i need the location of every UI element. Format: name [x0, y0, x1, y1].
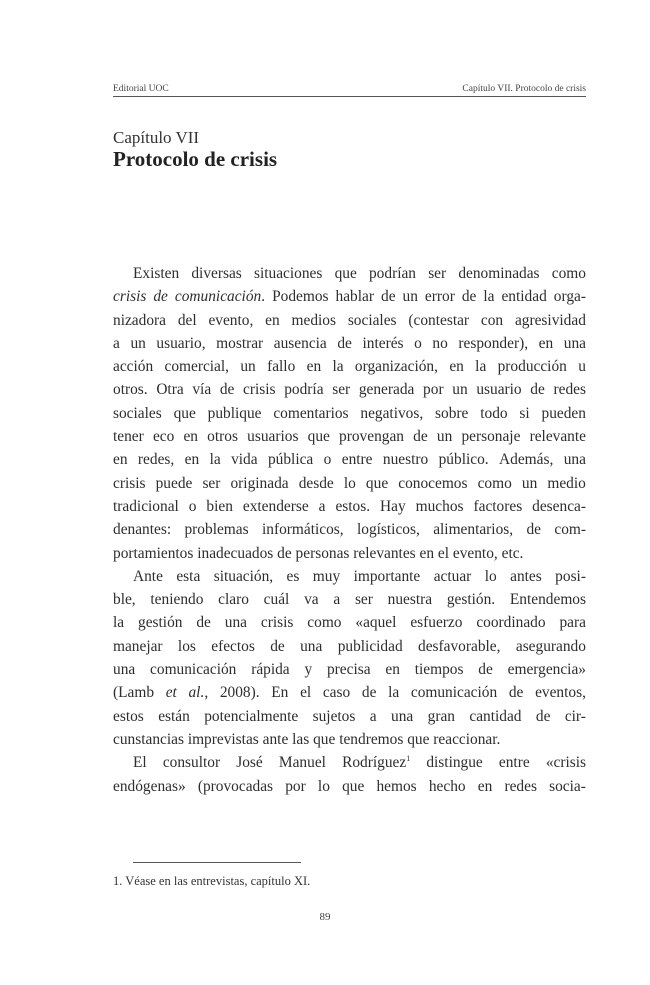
body-word: de	[196, 614, 211, 632]
body-word: crisis	[260, 614, 294, 632]
body-word: inadecuados	[197, 544, 274, 562]
body-word: gestión.	[446, 591, 496, 609]
body-word: ser	[202, 474, 221, 492]
body-word: caso	[322, 684, 351, 702]
body-word: El	[133, 754, 147, 772]
body-word: que	[313, 730, 336, 748]
body-word: relevantes	[353, 544, 416, 562]
body-word: de	[530, 381, 545, 399]
body-word: manejar	[113, 637, 163, 655]
body-word: error	[424, 288, 455, 306]
body-word: una	[563, 451, 586, 469]
body-text	[113, 262, 586, 798]
body-word: sobre	[435, 404, 469, 422]
body-line	[113, 472, 586, 495]
body-word: esfuerzo	[410, 614, 463, 632]
body-word: personaje	[461, 428, 521, 446]
body-word: crisis	[113, 288, 147, 306]
body-word: es	[286, 567, 300, 585]
body-word: tiempos	[414, 661, 464, 679]
body-word: desenca-	[532, 497, 586, 515]
chapter-title: Protocolo de crisis	[113, 147, 278, 171]
body-word: puede	[155, 474, 193, 492]
body-word: lo	[484, 567, 497, 585]
body-word: responder),	[458, 334, 529, 352]
body-word: imprevistas	[187, 730, 259, 748]
body-word: si	[519, 404, 530, 422]
body-word: por	[285, 777, 306, 795]
body-word: desde	[298, 474, 334, 492]
body-word: Entendemos	[509, 591, 586, 609]
body-word: estos.	[335, 497, 371, 515]
body-line	[113, 495, 586, 518]
body-word: como	[551, 265, 586, 282]
body-word: comunicación	[150, 661, 237, 679]
body-word: a	[369, 707, 377, 725]
body-word: en	[477, 777, 493, 795]
body-word: usuario,	[156, 334, 206, 352]
body-line	[113, 518, 586, 541]
body-word: de	[508, 684, 524, 702]
body-word: una	[113, 661, 136, 679]
body-word: una	[391, 707, 414, 725]
body-word: una	[563, 334, 586, 352]
body-word: Además,	[499, 451, 554, 469]
body-word: situación,	[213, 567, 274, 585]
body-word: acción	[113, 358, 154, 376]
body-word: generada	[358, 381, 415, 399]
body-word: los	[177, 637, 196, 655]
body-word: a	[333, 591, 341, 609]
body-word: en	[449, 358, 464, 376]
footnote: 1. Véase en las entrevistas, capítulo XI.	[113, 874, 311, 888]
body-line	[113, 751, 586, 774]
body-word: en	[184, 451, 200, 469]
body-word: potencialmente	[204, 707, 299, 725]
body-word: o	[323, 451, 332, 469]
body-word: de	[361, 684, 377, 702]
body-word: Podemos	[272, 288, 329, 306]
body-word: desfavorable,	[418, 637, 501, 655]
body-word: crisis	[243, 381, 276, 399]
body-word: conocemos	[398, 474, 468, 492]
body-line	[113, 565, 586, 588]
body-word: Rodríguez$^1$	[342, 754, 411, 772]
body-word: vía	[192, 381, 212, 399]
body-word: orga-	[553, 288, 586, 306]
body-word: y	[304, 661, 313, 679]
body-word: de	[526, 521, 541, 539]
body-line	[113, 425, 586, 448]
body-word: Hay	[380, 497, 406, 515]
body-word: Existen	[133, 265, 180, 282]
body-word: muy	[312, 567, 341, 585]
body-word: que	[342, 777, 365, 795]
body-line	[113, 332, 586, 355]
body-word: a	[113, 334, 120, 352]
body-word: José	[236, 754, 263, 772]
body-word: por	[423, 381, 444, 399]
body-word: comunicación.	[174, 288, 266, 306]
body-word: comunicación	[410, 684, 498, 702]
body-word: redes,	[137, 451, 175, 469]
body-line	[113, 728, 586, 751]
body-word: fallo	[267, 358, 296, 376]
body-word: un	[436, 428, 453, 446]
body-word: con	[480, 311, 504, 329]
body-word: una	[300, 637, 323, 655]
body-word: medios	[291, 311, 336, 329]
body-word: ser	[332, 381, 351, 399]
body-word: de	[219, 381, 235, 399]
body-line	[113, 635, 586, 658]
body-word: nizadora	[113, 311, 166, 329]
body-word: logísticos,	[356, 521, 420, 539]
body-word: actuar	[433, 567, 472, 585]
body-word: eco	[152, 428, 175, 446]
body-word: ser	[354, 591, 373, 609]
body-word: tener	[113, 428, 144, 446]
body-word: ser	[428, 265, 447, 282]
body-word: otros.	[113, 381, 148, 399]
body-word: la	[332, 358, 344, 376]
body-line	[113, 542, 586, 565]
body-word: distingue	[426, 754, 483, 772]
body-word: tradicional	[113, 497, 179, 515]
body-word: problemas	[184, 521, 249, 539]
body-word: o	[414, 334, 422, 352]
body-word: socia-	[549, 777, 586, 795]
running-header	[113, 84, 586, 97]
body-word: que	[307, 428, 330, 446]
body-word: la	[113, 614, 125, 632]
body-word: extenderse	[242, 497, 309, 515]
body-word: como	[307, 614, 342, 632]
body-line	[113, 775, 586, 798]
body-word: el	[300, 684, 312, 702]
body-word: importante	[353, 567, 421, 585]
body-word: cuál	[263, 591, 290, 609]
body-word: nuestro	[382, 451, 429, 469]
body-word: organización,	[354, 358, 438, 376]
body-word: originada	[230, 474, 289, 492]
body-word: del	[177, 311, 197, 329]
body-word: la	[388, 684, 400, 702]
body-word: una	[224, 614, 248, 632]
body-word: eventos,	[535, 684, 586, 702]
body-word: en	[419, 544, 435, 562]
body-word: mostrar	[216, 334, 264, 352]
body-line	[113, 285, 586, 308]
body-word: endógenas»	[113, 777, 186, 795]
body-word: a	[318, 497, 326, 515]
body-word: nuestra	[387, 591, 433, 609]
body-word: «crisis	[545, 754, 586, 772]
body-word: interés	[362, 334, 404, 352]
body-word: claro	[218, 591, 249, 609]
body-word: informáticos,	[261, 521, 344, 539]
body-word: de	[270, 637, 285, 655]
body-word: agresividad	[514, 311, 586, 329]
body-word: un	[452, 381, 468, 399]
body-line	[113, 262, 586, 285]
body-word: (Lamb	[113, 684, 155, 702]
body-word: personas	[295, 544, 350, 562]
body-word: cunstancias	[113, 730, 184, 748]
body-word: Manuel	[278, 754, 326, 772]
body-line	[113, 309, 586, 332]
body-word: asegurando	[515, 637, 586, 655]
body-word: están	[158, 707, 190, 725]
body-word: que	[365, 474, 389, 492]
body-word: Ante	[133, 567, 163, 585]
body-word: portamientos	[113, 544, 194, 562]
body-word: com-	[554, 521, 586, 539]
body-word: en	[385, 661, 400, 679]
body-word: entre	[498, 754, 530, 772]
body-word: hecho	[428, 777, 466, 795]
body-word: de	[337, 334, 352, 352]
body-word: en	[306, 358, 322, 376]
body-word: la	[475, 358, 487, 376]
body-word: esta	[176, 567, 201, 585]
body-word: redes	[553, 381, 586, 399]
body-word: evento,	[452, 544, 498, 562]
body-word: hemos	[376, 777, 417, 795]
body-word: factores	[473, 497, 523, 515]
body-word: situaciones	[253, 265, 323, 282]
body-word: comercial,	[164, 358, 230, 376]
body-word: el	[437, 544, 450, 562]
body-word: en	[183, 428, 198, 446]
chapter-label: Capítulo VII	[113, 128, 200, 147]
body-word: En	[271, 684, 289, 702]
body-word: evento,	[208, 311, 254, 329]
body-word: sociales	[347, 311, 397, 329]
body-word: denantes:	[113, 521, 172, 539]
body-word: no	[432, 334, 448, 352]
body-word: de	[535, 707, 551, 725]
body-word: teniendo	[150, 591, 204, 609]
body-word: provengan	[339, 428, 404, 446]
body-word: cir-	[564, 707, 586, 725]
body-line	[113, 355, 586, 378]
body-word: un	[240, 358, 256, 376]
body-word: que	[173, 404, 196, 422]
body-word: muchos	[415, 497, 464, 515]
body-word: podrían	[368, 265, 416, 282]
body-word: como	[477, 474, 512, 492]
body-word: de	[381, 288, 396, 306]
body-word: comentarios	[273, 404, 349, 422]
body-word: que	[334, 265, 357, 282]
body-word: entre	[341, 451, 373, 469]
body-word: en	[265, 311, 280, 329]
body-line	[113, 378, 586, 401]
body-line	[113, 448, 586, 471]
body-word: publicidad	[337, 637, 403, 655]
body-word: (provocadas	[197, 777, 274, 795]
body-word: precisa	[326, 661, 371, 679]
body-word: medio	[547, 474, 586, 492]
body-word: et	[165, 684, 177, 702]
body-word: que	[407, 730, 430, 748]
body-word: ausencia	[273, 334, 327, 352]
body-word: otros	[207, 428, 238, 446]
body-word: lo	[343, 474, 356, 492]
body-word: alimentarios,	[433, 521, 514, 539]
body-line	[113, 705, 586, 728]
body-word: Otra	[156, 381, 184, 399]
body-word: cantidad	[469, 707, 522, 725]
body-word: denominadas	[458, 265, 540, 282]
body-word: va	[304, 591, 319, 609]
body-word: ante	[262, 730, 289, 748]
body-word: en	[538, 334, 554, 352]
body-word: usuario	[476, 381, 522, 399]
body-word: gestión	[138, 614, 183, 632]
body-word: de	[461, 288, 477, 306]
body-word: estos	[113, 707, 144, 725]
body-word: producción	[497, 358, 567, 376]
body-word: 2008).	[219, 684, 260, 702]
body-line	[113, 402, 586, 425]
body-word: redes	[504, 777, 537, 795]
body-word: sociales	[113, 404, 162, 422]
body-word: diversas	[191, 265, 242, 282]
body-word: en	[113, 451, 128, 469]
body-line	[113, 658, 586, 681]
body-word: sujetos	[312, 707, 356, 725]
body-word: relevante	[529, 428, 586, 446]
footnote-rule	[133, 862, 301, 863]
body-word: podría	[284, 381, 324, 399]
body-word: de	[413, 428, 428, 446]
body-word: consultor	[162, 754, 221, 772]
body-word: de	[153, 288, 168, 306]
body-word: posi-	[555, 567, 586, 585]
body-word: al.,	[188, 684, 209, 702]
body-word: hablar	[335, 288, 374, 306]
body-line	[113, 611, 586, 634]
body-word: (contestar	[408, 311, 470, 329]
body-word: entidad	[501, 288, 547, 306]
body-word: negativos,	[360, 404, 424, 422]
body-word: un	[130, 334, 146, 352]
page-number: 89	[319, 911, 331, 923]
body-word: tendremos	[339, 730, 404, 748]
body-word: reaccionar.	[433, 730, 501, 748]
body-word: la	[209, 451, 221, 469]
body-word: todo	[480, 404, 508, 422]
body-word: ble,	[113, 591, 136, 609]
body-word: crisis	[113, 474, 146, 492]
body-word: o	[188, 497, 197, 515]
body-word: un	[521, 474, 538, 492]
body-word: para	[559, 614, 586, 632]
body-word: las	[292, 730, 310, 748]
body-word: etc.	[501, 544, 524, 562]
body-word: efectos	[211, 637, 255, 655]
body-line	[113, 681, 586, 704]
body-word: u	[578, 358, 586, 376]
body-word: un	[402, 288, 418, 306]
body-word: rápida	[251, 661, 290, 679]
body-word: vida	[231, 451, 258, 469]
body-word: «aquel	[355, 614, 397, 632]
body-word: de	[277, 544, 292, 562]
body-word: emergencia»	[507, 661, 586, 679]
body-word: público.	[438, 451, 489, 469]
body-word: publique	[207, 404, 262, 422]
body-word: pueden	[541, 404, 586, 422]
body-word: la	[483, 288, 495, 306]
body-word: coordinado	[476, 614, 546, 632]
body-word: de	[478, 661, 493, 679]
body-word: antes	[510, 567, 542, 585]
body-word: pública	[267, 451, 314, 469]
body-word: lo	[317, 777, 330, 795]
body-line	[113, 588, 586, 611]
body-word: bien	[206, 497, 233, 515]
body-word: usuarios	[247, 428, 299, 446]
running-header-left: Editorial UOC	[113, 84, 169, 94]
running-header-right: Capítulo VII. Protocolo de crisis	[462, 84, 586, 94]
body-word: gran	[427, 707, 455, 725]
